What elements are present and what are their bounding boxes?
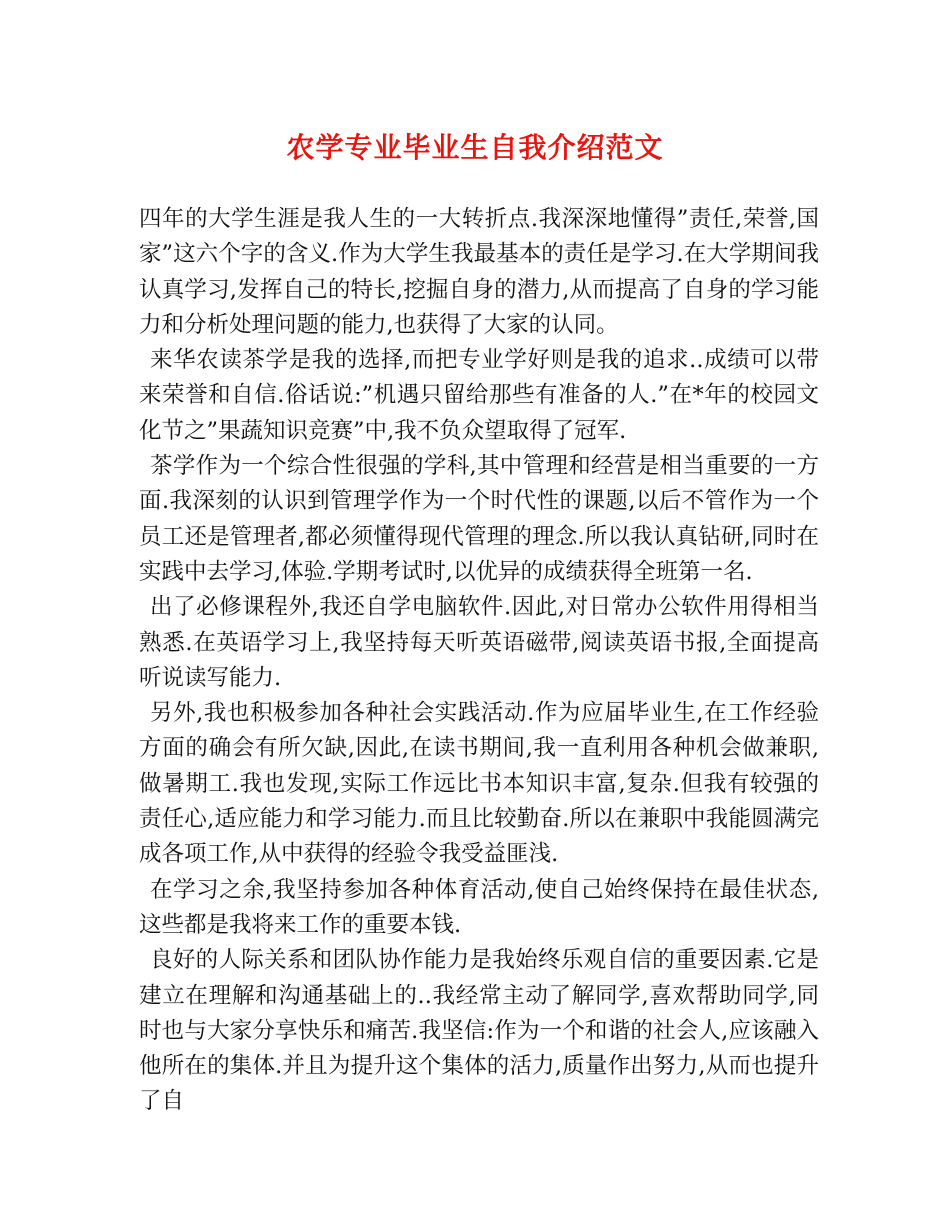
- paragraph-2: 来华农读茶学是我的选择,而把专业学好则是我的追求..成绩可以带来荣誉和自信.俗话说:”机遇只留给那些有准备的人.”在*年的校园文化节之”果蔬知识竞赛”中,我不负众望取得了冠军.: [139, 347, 819, 444]
- paragraph-7: 良好的人际关系和团队协作能力是我始终乐观自信的重要因素.它是建立在理解和沟通基础上的..我经常主动了解同学,喜欢帮助同学,同时也与大家分享快乐和痛苦.我坚信:作为一个和谐的社会人,应该融入他所在的集体.并且为提升这个集体的活力,质量作出努力,从而也提升了自: [139, 947, 819, 1115]
- paragraph-6: 在学习之余,我坚持参加各种体育活动,使自己始终保持在最佳状态,这些都是我将来工作的重要本钱.: [139, 876, 819, 938]
- paragraph-4: 出了必修课程外,我还自学电脑软件.因此,对日常办公软件用得相当熟悉.在英语学习上,我坚持每天听英语磁带,阅读英语书报,全面提高听说读写能力.: [139, 594, 819, 691]
- paragraph-3: 茶学作为一个综合性很强的学科,其中管理和经营是相当重要的一方面.我深刻的认识到管理学作为一个时代性的课题,以后不管作为一个员工还是管理者,都必须懂得现代管理的理念.所以我认真钻研,同时在实践中去学习,体验.学期考试时,以优异的成绩获得全班第一名.: [139, 453, 819, 585]
- document-title: 农学专业毕业生自我介绍范文: [286, 131, 664, 164]
- document-body: [139, 202, 819, 1120]
- paragraph-1: 四年的大学生涯是我人生的一大转折点.我深深地懂得”责任,荣誉,国家”这六个字的含义.作为大学生我最基本的责任是学习.在大学期间我认真学习,发挥自己的特长,挖掘自身的潜力,从而提高了自身的学习能力和分析处理问题的能力,也获得了大家的认同。: [139, 206, 819, 338]
- paragraph-5: 另外,我也积极参加各种社会实践活动.作为应届毕业生,在工作经验方面的确会有所欠缺,因此,在读书期间,我一直利用各种机会做兼职,做暑期工.我也发现,实际工作远比书本知识丰富,复杂.但我有较强的责任心,适应能力和学习能力.而且比较勤奋.所以在兼职中我能圆满完成各项工作,从中获得的经验令我受益匪浅.: [139, 700, 819, 868]
